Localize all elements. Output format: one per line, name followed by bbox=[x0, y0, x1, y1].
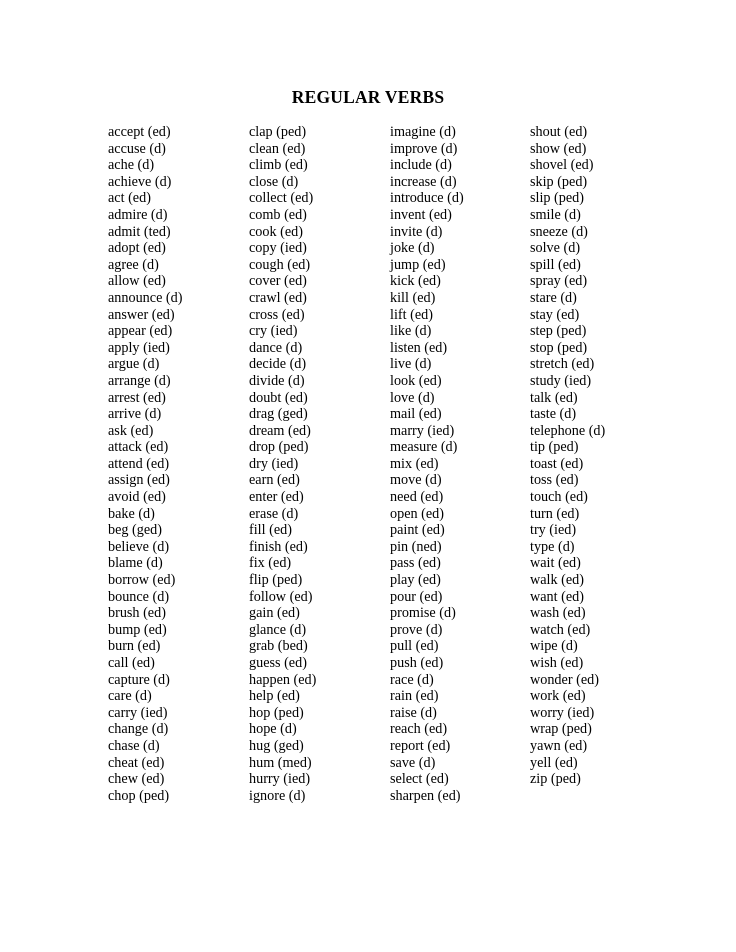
verb-entry: rain (ed) bbox=[390, 688, 439, 705]
verb-entry: erase (d) bbox=[249, 505, 299, 522]
verb-entry: stretch (ed) bbox=[530, 356, 595, 373]
verb-entry: assign (ed) bbox=[108, 472, 170, 489]
verb-entry: solve (d) bbox=[530, 240, 581, 257]
verb-entry: argue (d) bbox=[108, 356, 160, 373]
verb-entry: grab (bed) bbox=[249, 638, 308, 655]
verb-entry: skip (ped) bbox=[530, 173, 588, 190]
verb-entry: invite (d) bbox=[390, 223, 443, 240]
verb-entry: play (ed) bbox=[390, 572, 441, 589]
verb-entry: imagine (d) bbox=[390, 124, 456, 140]
verb-entry: borrow (ed) bbox=[108, 572, 176, 589]
verb-entry: kill (ed) bbox=[390, 289, 436, 306]
verb-entry: cook (ed) bbox=[249, 223, 303, 240]
verb-entry: admire (d) bbox=[108, 206, 168, 223]
verb-column-1 bbox=[108, 124, 182, 804]
verb-entry: save (d) bbox=[390, 754, 436, 771]
verb-entry: stop (ped) bbox=[530, 339, 588, 356]
verb-entry: push (ed) bbox=[390, 655, 444, 671]
verb-entry: marry (ied) bbox=[390, 422, 455, 439]
verb-entry: wash (ed) bbox=[530, 605, 586, 622]
verb-entry: move (d) bbox=[390, 472, 442, 489]
verb-entry: joke (d) bbox=[390, 240, 435, 257]
verb-entry: hop (ped) bbox=[249, 704, 304, 721]
verb-entry: telephone (d) bbox=[530, 422, 606, 439]
verb-entry: bump (ed) bbox=[108, 621, 167, 638]
verb-entry: crawl (ed) bbox=[249, 289, 307, 306]
verb-entry: pour (ed) bbox=[390, 588, 443, 605]
verb-entry: jump (ed) bbox=[390, 256, 446, 273]
verb-entry: agree (d) bbox=[108, 256, 159, 273]
verb-entry: worry (ied) bbox=[530, 704, 595, 721]
verb-entry: hug (ged) bbox=[249, 737, 304, 754]
verb-entry: accuse (d) bbox=[108, 140, 166, 157]
verb-entry: toast (ed) bbox=[530, 455, 584, 472]
verb-entry: carry (ied) bbox=[108, 704, 168, 721]
verb-entry: smile (d) bbox=[530, 206, 581, 223]
verb-entry: avoid (ed) bbox=[108, 489, 166, 506]
verb-entry: study (ied) bbox=[530, 372, 592, 389]
verb-entry: copy (ied) bbox=[249, 240, 307, 257]
verb-entry: drop (ped) bbox=[249, 439, 309, 456]
verb-entry: wrap (ped) bbox=[530, 721, 592, 738]
verb-entry: climb (ed) bbox=[249, 157, 308, 174]
verb-entry: type (d) bbox=[530, 538, 575, 555]
verb-entry: capture (d) bbox=[108, 671, 170, 688]
verb-entry: divide (d) bbox=[249, 372, 305, 389]
verb-entry: watch (ed) bbox=[530, 621, 591, 638]
verb-entry: burn (ed) bbox=[108, 638, 161, 655]
verb-entry: hum (med) bbox=[249, 754, 312, 771]
verb-entry: believe (d) bbox=[108, 538, 170, 555]
verb-entry: bounce (d) bbox=[108, 588, 170, 605]
verb-entry: zip (ped) bbox=[530, 771, 581, 788]
verb-entry: guess (ed) bbox=[249, 655, 307, 671]
verb-entry: finish (ed) bbox=[249, 538, 308, 555]
verb-entry: step (ped) bbox=[530, 323, 587, 340]
verb-entry: need (ed) bbox=[390, 489, 444, 506]
verb-entry: wipe (d) bbox=[530, 638, 578, 655]
verb-entry: cry (ied) bbox=[249, 323, 298, 340]
verb-entry: shout (ed) bbox=[530, 124, 588, 140]
verb-entry: bake (d) bbox=[108, 505, 155, 522]
verb-entry: follow (ed) bbox=[249, 588, 313, 605]
verb-entry: wonder (ed) bbox=[530, 671, 599, 688]
verb-entry: walk (ed) bbox=[530, 572, 584, 589]
page-title: REGULAR VERBS bbox=[291, 87, 445, 107]
verb-entry: paint (ed) bbox=[390, 522, 445, 539]
verb-entry: apply (ied) bbox=[108, 339, 170, 356]
verb-entry: enter (ed) bbox=[249, 489, 304, 506]
verb-entry: clap (ped) bbox=[249, 124, 307, 140]
verb-entry: hurry (ied) bbox=[249, 771, 311, 788]
verb-entry: brush (ed) bbox=[108, 605, 166, 622]
verb-entry: close (d) bbox=[249, 173, 299, 190]
verb-entry: chase (d) bbox=[108, 737, 160, 754]
verb-entry: toss (ed) bbox=[530, 472, 579, 489]
verb-entry: race (d) bbox=[390, 671, 434, 688]
verb-entry: beg (ged) bbox=[108, 522, 162, 539]
verb-entry: change (d) bbox=[108, 721, 169, 738]
verb-entry: mail (ed) bbox=[390, 406, 442, 423]
verb-entry: want (ed) bbox=[530, 588, 584, 605]
verb-entry: turn (ed) bbox=[530, 505, 580, 522]
verb-entry: fill (ed) bbox=[249, 522, 292, 539]
verb-entry: show (ed) bbox=[530, 140, 587, 157]
verb-entry: open (ed) bbox=[390, 505, 444, 522]
verb-entry: comb (ed) bbox=[249, 206, 307, 223]
verb-entry: pull (ed) bbox=[390, 638, 439, 655]
verb-entry: gain (ed) bbox=[249, 605, 300, 622]
verb-entry: cover (ed) bbox=[249, 273, 307, 290]
verb-entry: lift (ed) bbox=[390, 306, 433, 323]
verb-entry: admit (ted) bbox=[108, 223, 171, 240]
verb-entry: pass (ed) bbox=[390, 555, 441, 572]
verb-entry: spill (ed) bbox=[530, 256, 581, 273]
verb-entry: call (ed) bbox=[108, 655, 155, 671]
verb-entry: raise (d) bbox=[390, 704, 437, 721]
verb-entry: answer (ed) bbox=[108, 306, 175, 323]
verb-entry: stare (d) bbox=[530, 289, 577, 306]
verb-entry: arrest (ed) bbox=[108, 389, 166, 406]
verb-entry: cheat (ed) bbox=[108, 754, 165, 771]
verb-entry: live (d) bbox=[390, 356, 432, 373]
verb-entry: sneeze (d) bbox=[530, 223, 588, 240]
verb-entry: announce (d) bbox=[108, 289, 183, 306]
verb-entry: invent (ed) bbox=[390, 206, 452, 223]
verb-entry: fix (ed) bbox=[249, 555, 292, 572]
verb-entry: stay (ed) bbox=[530, 306, 580, 323]
verb-entry: dry (ied) bbox=[249, 455, 299, 472]
verb-entry: include (d) bbox=[390, 157, 452, 174]
verb-entry: pin (ned) bbox=[390, 538, 442, 555]
verb-entry: cross (ed) bbox=[249, 306, 305, 323]
verb-entry: listen (ed) bbox=[390, 339, 448, 356]
verb-column-4 bbox=[530, 124, 605, 788]
verb-entry: accept (ed) bbox=[108, 124, 171, 140]
verb-entry: slip (ped) bbox=[530, 190, 584, 207]
verb-entry: love (d) bbox=[390, 389, 435, 406]
verb-column-2 bbox=[249, 124, 316, 804]
verb-entry: look (ed) bbox=[390, 372, 442, 389]
verb-entry: attend (ed) bbox=[108, 455, 170, 472]
verb-entry: dream (ed) bbox=[249, 422, 311, 439]
verb-entry: allow (ed) bbox=[108, 273, 166, 290]
verb-entry: help (ed) bbox=[249, 688, 300, 705]
verb-entry: ask (ed) bbox=[108, 422, 154, 439]
verb-entry: prove (d) bbox=[390, 621, 443, 638]
verb-entry: sharpen (ed) bbox=[390, 787, 461, 804]
verb-entry: clean (ed) bbox=[249, 140, 306, 157]
verb-entry: flip (ped) bbox=[249, 572, 303, 589]
verb-entry: yell (ed) bbox=[530, 754, 578, 771]
verb-entry: doubt (ed) bbox=[249, 389, 308, 406]
verb-entry: wish (ed) bbox=[530, 655, 584, 671]
verb-column-3 bbox=[390, 124, 464, 804]
verb-entry: try (ied) bbox=[530, 522, 577, 539]
verb-entry: glance (d) bbox=[249, 621, 307, 638]
verb-entry: ignore (d) bbox=[249, 787, 306, 804]
verb-entry: introduce (d) bbox=[390, 190, 464, 207]
verb-entry: blame (d) bbox=[108, 555, 163, 572]
verb-entry: report (ed) bbox=[390, 737, 451, 754]
verb-entry: drag (ged) bbox=[249, 406, 308, 423]
verb-entry: adopt (ed) bbox=[108, 240, 166, 257]
verb-entry: ache (d) bbox=[108, 157, 155, 174]
verb-entry: improve (d) bbox=[390, 140, 458, 157]
verb-entry: chew (ed) bbox=[108, 771, 165, 788]
verb-entry: decide (d) bbox=[249, 356, 307, 373]
verb-entry: care (d) bbox=[108, 688, 152, 705]
verb-entry: work (ed) bbox=[530, 688, 586, 705]
verb-entry: arrange (d) bbox=[108, 372, 171, 389]
verb-entry: select (ed) bbox=[390, 771, 449, 788]
verb-entry: increase (d) bbox=[390, 173, 457, 190]
verb-entry: spray (ed) bbox=[530, 273, 588, 290]
verb-entry: cough (ed) bbox=[249, 256, 311, 273]
verb-entry: like (d) bbox=[390, 323, 432, 340]
verb-entry: hope (d) bbox=[249, 721, 297, 738]
verb-entry: attack (ed) bbox=[108, 439, 169, 456]
verb-entry: appear (ed) bbox=[108, 323, 173, 340]
verb-entry: kick (ed) bbox=[390, 273, 441, 290]
verb-entry: arrive (d) bbox=[108, 406, 162, 423]
verb-entry: taste (d) bbox=[530, 406, 577, 423]
verb-entry: earn (ed) bbox=[249, 472, 300, 489]
verb-entry: measure (d) bbox=[390, 439, 458, 456]
verb-entry: act (ed) bbox=[108, 190, 151, 207]
verb-entry: tip (ped) bbox=[530, 439, 579, 456]
verb-entry: mix (ed) bbox=[390, 455, 439, 472]
verb-entry: chop (ped) bbox=[108, 787, 170, 804]
verb-entry: wait (ed) bbox=[530, 555, 581, 572]
verb-entry: touch (ed) bbox=[530, 489, 588, 506]
verb-entry: collect (ed) bbox=[249, 190, 314, 207]
verb-entry: dance (d) bbox=[249, 339, 303, 356]
verb-entry: shovel (ed) bbox=[530, 157, 594, 174]
verb-entry: achieve (d) bbox=[108, 173, 172, 190]
verb-entry: happen (ed) bbox=[249, 671, 317, 688]
verb-entry: yawn (ed) bbox=[530, 737, 588, 754]
verb-entry: promise (d) bbox=[390, 605, 456, 622]
verb-entry: talk (ed) bbox=[530, 389, 578, 406]
verb-entry: reach (ed) bbox=[390, 721, 448, 738]
